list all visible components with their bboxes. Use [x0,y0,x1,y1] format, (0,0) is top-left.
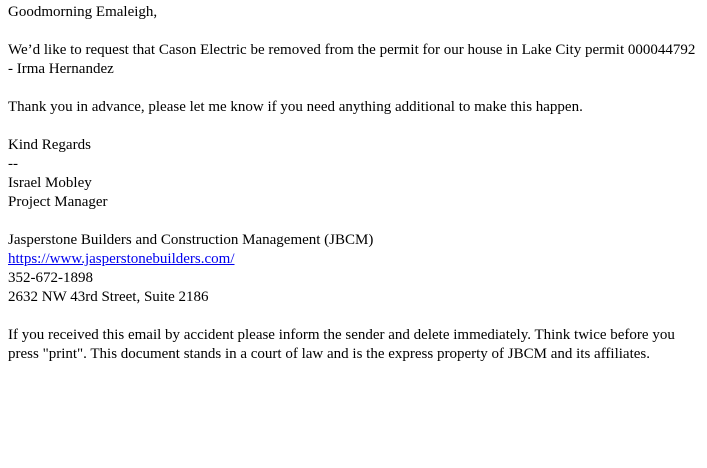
signature-name: Israel Mobley [8,175,92,191]
greeting: Goodmorning Emaleigh, [8,4,158,20]
company-website-link[interactable]: https://www.jasperstonebuilders.com/ [8,251,235,267]
company-website-line [8,250,700,269]
signature-separator: -- [8,156,18,172]
email-body [8,3,700,364]
disclaimer: If you received this email by accident please inform the sender and delete immediately. Think twice before you press "print". This document stands in a court of law and is the express property of JBCM and its affiliates. [8,327,675,362]
spacer [8,79,700,98]
thanks-paragraph: Thank you in advance, please let me know if you need anything additional to make this happen. [8,99,583,115]
signature-closing: Kind Regards [8,137,91,153]
company-name: Jasperstone Builders and Construction Management (JBCM) [8,232,374,248]
company-address: 2632 NW 43rd Street, Suite 2186 [8,289,209,305]
request-paragraph: We’d like to request that Cason Electric be removed from the permit for our house in Lake City permit 000044792 - Irma Hernandez [8,42,696,77]
spacer [8,212,700,231]
spacer [8,22,700,41]
signature-title: Project Manager [8,194,108,210]
company-phone: 352-672-1898 [8,270,93,286]
spacer [8,117,700,136]
spacer [8,307,700,326]
